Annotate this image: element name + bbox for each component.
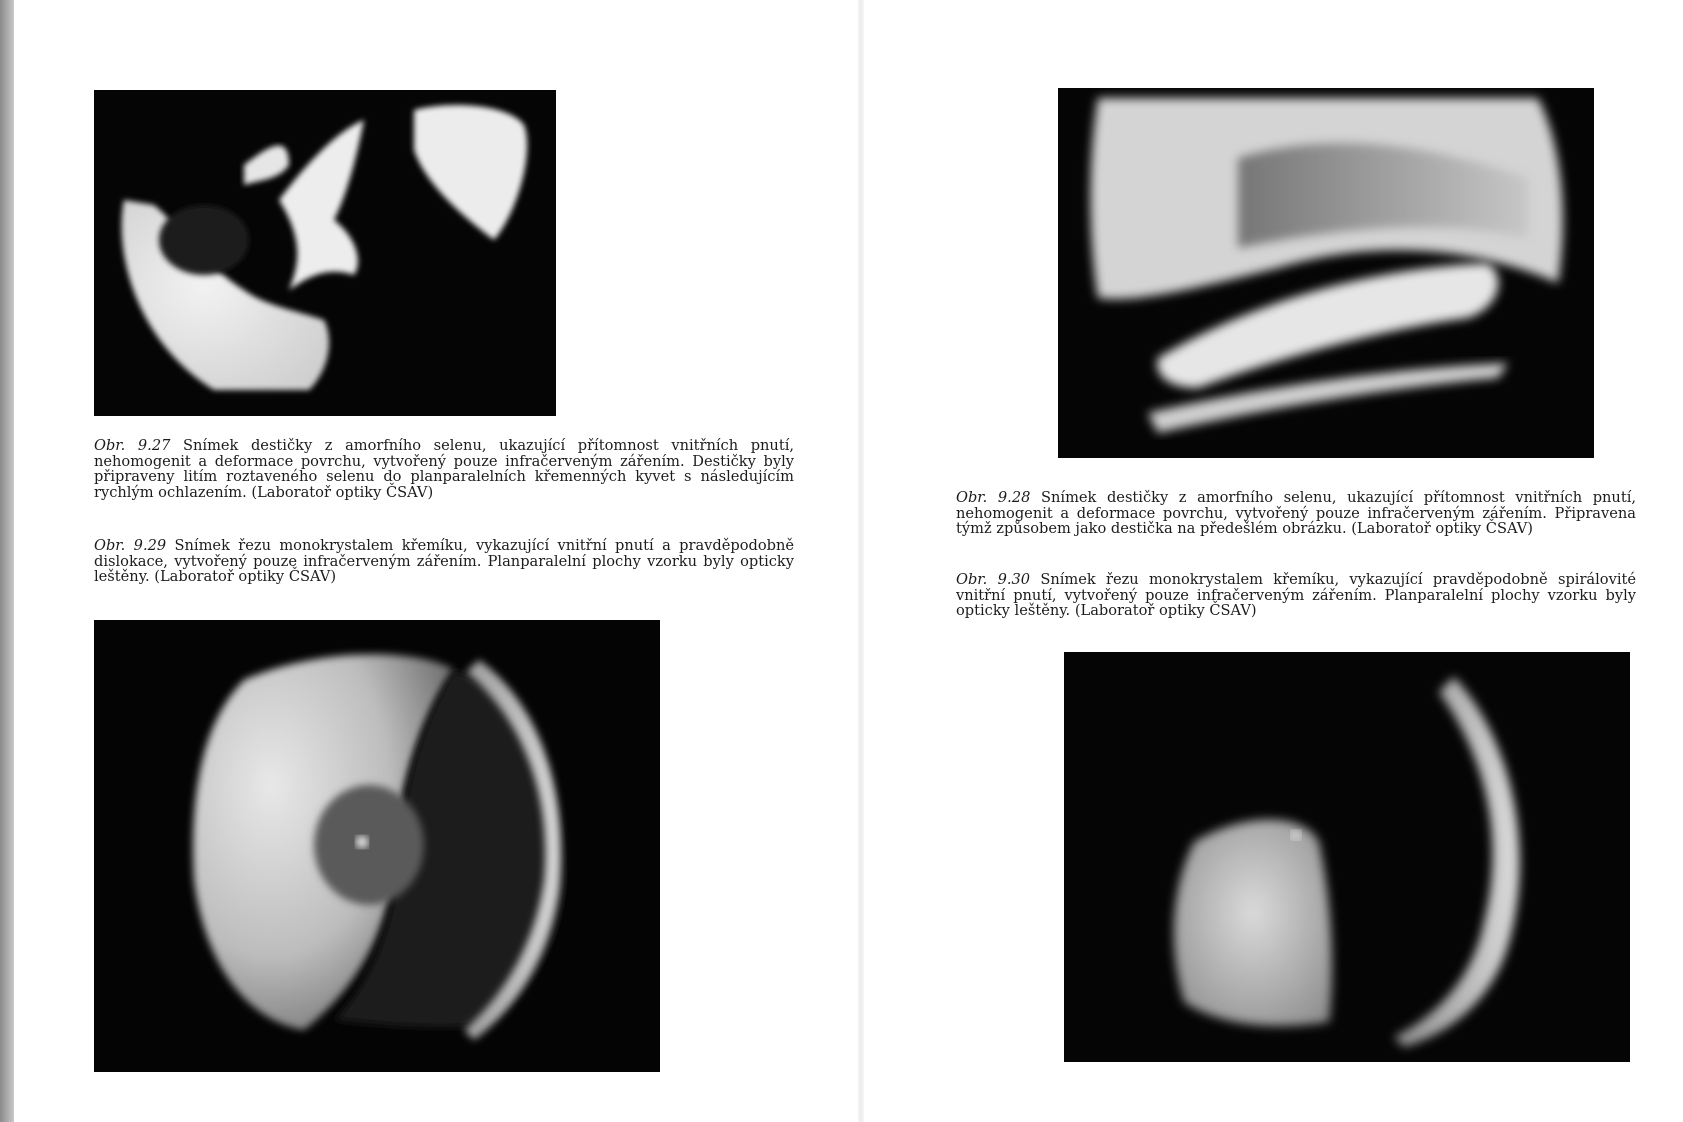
figure-9-29-text: Snímek řezu monokrystalem křemíku, vykazující vnitřní pnutí a pravděpodobně dislokace, vytvořený pouze infračerveným zářením. Planparalelní plochy vzorku byly opticky leštěny. (Laboratoř optiky ČSAV) [94,537,794,586]
figure-9-27-photo [94,90,556,416]
figure-9-30-photo [1064,652,1630,1062]
figure-9-27-label: Obr. 9.27 [94,437,171,454]
scan-edge [0,0,14,1122]
figure-9-27-caption [94,438,794,500]
figure-9-28-text: Snímek destičky z amorfního selenu, ukazující přítomnost vnitřních pnutí, nehomogenit a deformace povrchu, vytvořený pouze infračerveným zářením. Připravena týmž způsobem jako destička na předešlém obrázku. (Laboratoř optiky ČSAV) [956,489,1637,538]
figure-9-28-caption [956,490,1636,537]
figure-9-30-caption [956,572,1636,619]
figure-9-29-caption [94,538,794,585]
right-page [864,0,1683,1122]
figure-9-29-label: Obr. 9.29 [94,537,167,554]
figure-9-30-label: Obr. 9.30 [956,571,1031,588]
figure-9-28-photo [1058,88,1594,458]
figure-9-28-label: Obr. 9.28 [956,489,1031,506]
left-page [14,0,856,1122]
figure-9-30-text: Snímek řezu monokrystalem křemíku, vykazující pravděpodobně spirálovité vnitřní pnutí, vytvořený pouze infračerveným zářením. Planparalelní plochy vzorku byly opticky leštěny. (Laboratoř optiky ČSAV) [956,571,1636,620]
figure-9-29-photo [94,620,660,1072]
figure-9-27-text: Snímek destičky z amorfního selenu, ukazující přítomnost vnitřních pnutí, nehomogenit a deformace povrchu, vytvořený pouze infračerveným zářením. Destičky byly připraveny litím roztaveného selenu do planparalelních křemenných kyvet s následujícím rychlým ochlazením. (Laboratoř optiky ČSAV) [94,437,795,501]
